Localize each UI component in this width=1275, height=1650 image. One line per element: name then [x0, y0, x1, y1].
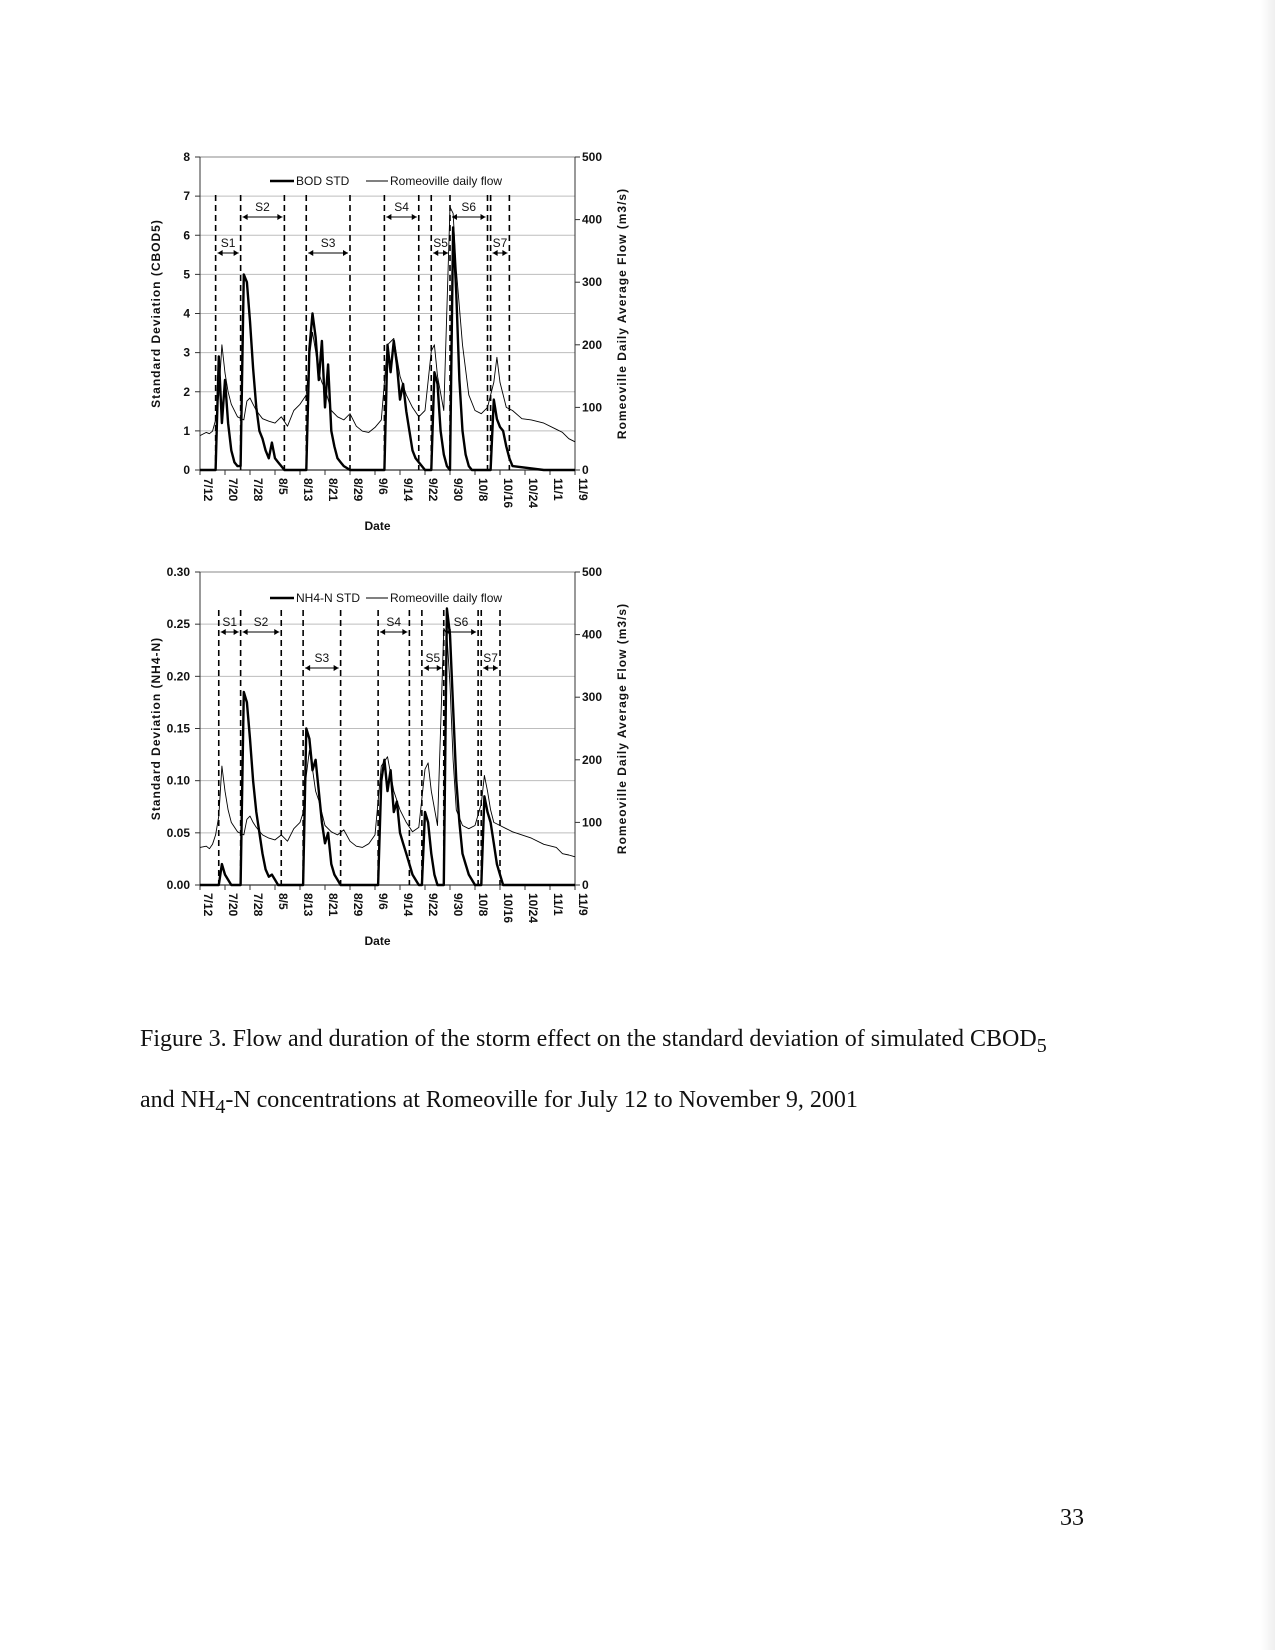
x-tick-label: 7/28: [251, 893, 265, 917]
x-tick-label: 9/6: [376, 478, 390, 495]
caption-text-2a: and NH: [140, 1086, 216, 1113]
y-tick-label: 0.15: [166, 721, 190, 736]
y-tick-label: 0.20: [166, 669, 190, 684]
storm-arrowhead-right: [412, 214, 417, 220]
storm-label: S5: [433, 236, 448, 250]
caption-line-2: [140, 1073, 1140, 1134]
caption-subscript-2: 4: [215, 1095, 226, 1118]
y-tick-label: 8: [183, 150, 190, 164]
caption-subscript-1: 5: [1036, 1034, 1047, 1057]
storm-arrowhead-right: [234, 250, 239, 256]
storm-arrowhead-right: [277, 214, 282, 220]
series-std-line: [200, 609, 575, 886]
y2-axis-title: Romeoville Daily Average Flow (m3/s): [615, 187, 629, 440]
storm-arrowhead-right: [443, 250, 448, 256]
storm-arrowhead-left: [380, 629, 385, 635]
x-tick-label: 7/20: [226, 478, 240, 502]
x-tick-label: 8/5: [276, 893, 290, 910]
x-tick-label: 10/24: [526, 893, 540, 924]
y-tick-label: 5: [183, 267, 190, 282]
x-tick-label: 9/6: [376, 893, 390, 910]
y2-tick-label: 500: [582, 565, 603, 579]
storm-label: S5: [425, 651, 441, 665]
storm-arrowhead-left: [483, 665, 488, 671]
storm-arrowhead-left: [221, 629, 226, 635]
y2-tick-label: 300: [582, 690, 603, 705]
storm-arrowhead-left: [424, 665, 429, 671]
x-tick-label: 8/5: [276, 478, 290, 495]
storm-label: S2: [255, 200, 270, 214]
y-tick-label: 3: [183, 345, 190, 360]
x-tick-label: 7/12: [201, 893, 215, 917]
storm-arrowhead-left: [433, 250, 438, 256]
x-tick-label: 10/8: [476, 893, 490, 917]
legend-flow-label: Romeoville daily flow: [390, 591, 503, 605]
y-axis-title: Standard Deviation (NH4-N): [149, 636, 163, 821]
x-axis-title: Date: [364, 519, 391, 533]
storm-label: S4: [394, 200, 409, 214]
legend-std-label: NH4-N STD: [296, 591, 361, 605]
y2-tick-label: 400: [582, 627, 603, 642]
storm-arrowhead-left: [493, 250, 498, 256]
y2-tick-label: 100: [582, 400, 603, 415]
series-flow-line: [200, 628, 575, 857]
y-tick-label: 0: [183, 463, 190, 477]
x-tick-label: 7/28: [251, 478, 265, 502]
y2-tick-label: 0: [582, 878, 589, 892]
x-tick-label: 10/16: [501, 478, 515, 509]
storm-arrowhead-left: [243, 629, 248, 635]
x-tick-label: 9/14: [401, 893, 415, 917]
storm-arrowhead-left: [305, 665, 310, 671]
page-number: 33: [1060, 1505, 1084, 1531]
y-tick-label: 2: [183, 384, 190, 399]
caption-text-2b: -N concentrations at Romeoville for July 12 to November 9, 2001: [225, 1086, 858, 1113]
storm-label: S2: [253, 615, 269, 629]
figure-caption: [140, 1012, 1140, 1134]
storm-arrowhead-left: [243, 214, 248, 220]
storm-label: S1: [220, 236, 236, 250]
x-tick-label: 11/1: [551, 478, 565, 501]
y2-tick-label: 500: [582, 150, 603, 164]
storm-label: S1: [222, 615, 238, 629]
storm-label: S7: [492, 236, 508, 250]
y-tick-label: 1: [183, 423, 190, 438]
storm-arrowhead-right: [343, 250, 348, 256]
y2-axis-title: Romeoville Daily Average Flow (m3/s): [615, 602, 629, 855]
storm-arrowhead-right: [234, 629, 239, 635]
x-tick-label: 8/21: [326, 893, 340, 917]
storm-arrowhead-right: [502, 250, 507, 256]
page-edge-shadow: [1261, 0, 1275, 1650]
x-tick-label: 11/1: [551, 893, 565, 916]
legend-flow-label: Romeoville daily flow: [390, 174, 503, 188]
y-tick-label: 6: [183, 228, 190, 243]
storm-arrowhead-right: [437, 665, 442, 671]
y-axis-title: Standard Deviation (CBOD5): [149, 219, 163, 408]
storm-label: S7: [483, 651, 498, 665]
x-tick-label: 10/8: [476, 478, 490, 502]
storm-arrowhead-right: [471, 629, 476, 635]
nh4-chart: [0, 560, 1275, 960]
y-tick-label: 0.30: [166, 565, 190, 579]
y2-tick-label: 400: [582, 212, 603, 227]
x-tick-label: 9/30: [451, 893, 465, 917]
x-tick-label: 9/22: [426, 893, 440, 917]
x-tick-label: 11/9: [576, 893, 590, 916]
y-tick-label: 0.00: [166, 878, 190, 892]
storm-label: S3: [320, 236, 336, 250]
y2-tick-label: 100: [582, 815, 603, 830]
storm-arrowhead-left: [308, 250, 313, 256]
x-tick-label: 9/30: [451, 478, 465, 502]
x-tick-label: 8/13: [301, 893, 315, 917]
storm-arrowhead-left: [218, 250, 223, 256]
x-tick-label: 10/16: [501, 893, 515, 924]
storm-label: S4: [386, 615, 402, 629]
x-tick-label: 8/13: [301, 478, 315, 502]
x-tick-label: 9/14: [401, 478, 415, 502]
storm-label: S3: [314, 651, 330, 665]
y2-tick-label: 0: [582, 463, 589, 477]
storm-arrowhead-right: [481, 214, 486, 220]
x-tick-label: 8/29: [351, 478, 365, 502]
x-tick-label: 11/9: [576, 478, 590, 501]
y-tick-label: 0.10: [166, 773, 190, 788]
x-tick-label: 7/20: [226, 893, 240, 917]
caption-line-1: [140, 1012, 1140, 1073]
y-tick-label: 0.25: [166, 617, 190, 632]
y2-tick-label: 200: [582, 337, 603, 352]
y-tick-label: 4: [183, 306, 190, 321]
storm-arrowhead-right: [334, 665, 339, 671]
y2-tick-label: 200: [582, 752, 603, 767]
storm-label: S6: [461, 200, 477, 214]
x-tick-label: 10/24: [526, 478, 540, 509]
x-axis-title: Date: [364, 934, 391, 948]
storm-arrowhead-left: [386, 214, 391, 220]
x-tick-label: 7/12: [201, 478, 215, 502]
storm-arrowhead-right: [402, 629, 407, 635]
storm-arrowhead-right: [493, 665, 498, 671]
x-tick-label: 8/21: [326, 478, 340, 502]
legend-std-label: BOD STD: [296, 174, 350, 188]
x-tick-label: 9/22: [426, 478, 440, 502]
y2-tick-label: 300: [582, 275, 603, 290]
y-tick-label: 7: [183, 189, 190, 204]
storm-arrowhead-right: [274, 629, 279, 635]
storm-label: S6: [453, 615, 469, 629]
caption-text-1: Figure 3. Flow and duration of the storm effect on the standard deviation of simulated CBOD: [140, 1026, 1037, 1052]
cbod-chart: [0, 145, 1275, 545]
y-tick-label: 0.05: [166, 825, 190, 840]
x-tick-label: 8/29: [351, 893, 365, 917]
